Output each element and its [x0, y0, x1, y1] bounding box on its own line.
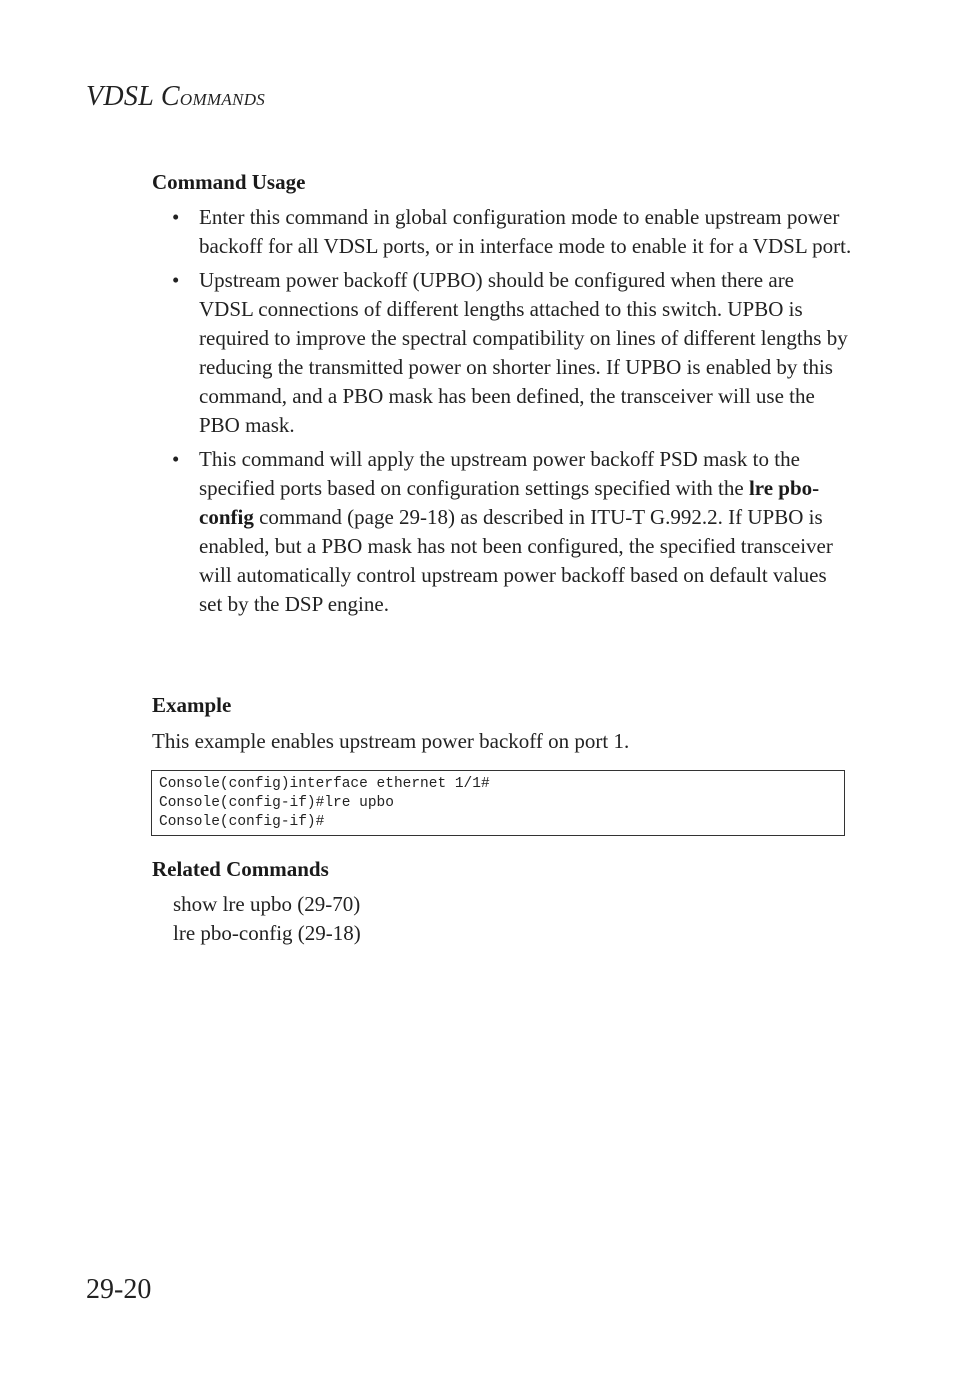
list-item	[152, 203, 852, 261]
bullet-icon: •	[172, 447, 180, 471]
bullet-text: Enter this command in global configuration mode to enable upstream power backoff for all VDSL ports, or in interface mode to enable it for a VDSL port.	[199, 205, 852, 258]
related-command-item: lre pbo-config (29-18)	[173, 921, 361, 945]
code-line: Console(config-if)#	[159, 814, 325, 830]
example-heading: Example	[152, 693, 232, 717]
command-usage-heading: Command Usage	[152, 170, 306, 194]
command-usage-list	[152, 203, 852, 624]
code-line: Console(config-if)#lre upbo	[159, 795, 394, 811]
running-header-first: VDSL C	[86, 81, 180, 112]
list-item	[152, 266, 852, 440]
bullet-icon: •	[172, 205, 180, 229]
bullet-text	[199, 447, 833, 616]
list-item	[152, 445, 852, 619]
related-commands-list	[173, 890, 361, 948]
running-header	[86, 80, 265, 115]
related-commands-heading: Related Commands	[152, 857, 329, 881]
running-header-rest: ommands	[179, 85, 266, 111]
bullet-icon: •	[172, 268, 180, 292]
code-example-box	[151, 770, 845, 836]
bullet-text-before: This command will apply the upstream power backoff PSD mask to the specified ports based on configuration settings specified with the	[199, 447, 800, 500]
example-description: This example enables upstream power backoff on port 1.	[152, 729, 630, 753]
bullet-text-after: command (page 29-18) as described in ITU-T G.992.2. If UPBO is enabled, but a PBO mask has not been configured, the specified transceiver will automatically control upstream power backoff based on default values set by the DSP engine.	[199, 505, 833, 616]
related-command-item: show lre upbo (29-70)	[173, 892, 361, 916]
page-number: 29-20	[86, 1274, 152, 1305]
bullet-text: Upstream power backoff (UPBO) should be configured when there are VDSL connections of different lengths attached to this switch. UPBO is required to improve the spectral compatibility on lines of different lengths by reducing the transmitted power on shorter lines. If UPBO is enabled by this command, and a PBO mask has been defined, the transceiver will use the PBO mask.	[199, 268, 848, 437]
command-reference: lre pbo-config	[199, 476, 820, 529]
code-line: Console(config)interface ethernet 1/1#	[159, 776, 490, 792]
